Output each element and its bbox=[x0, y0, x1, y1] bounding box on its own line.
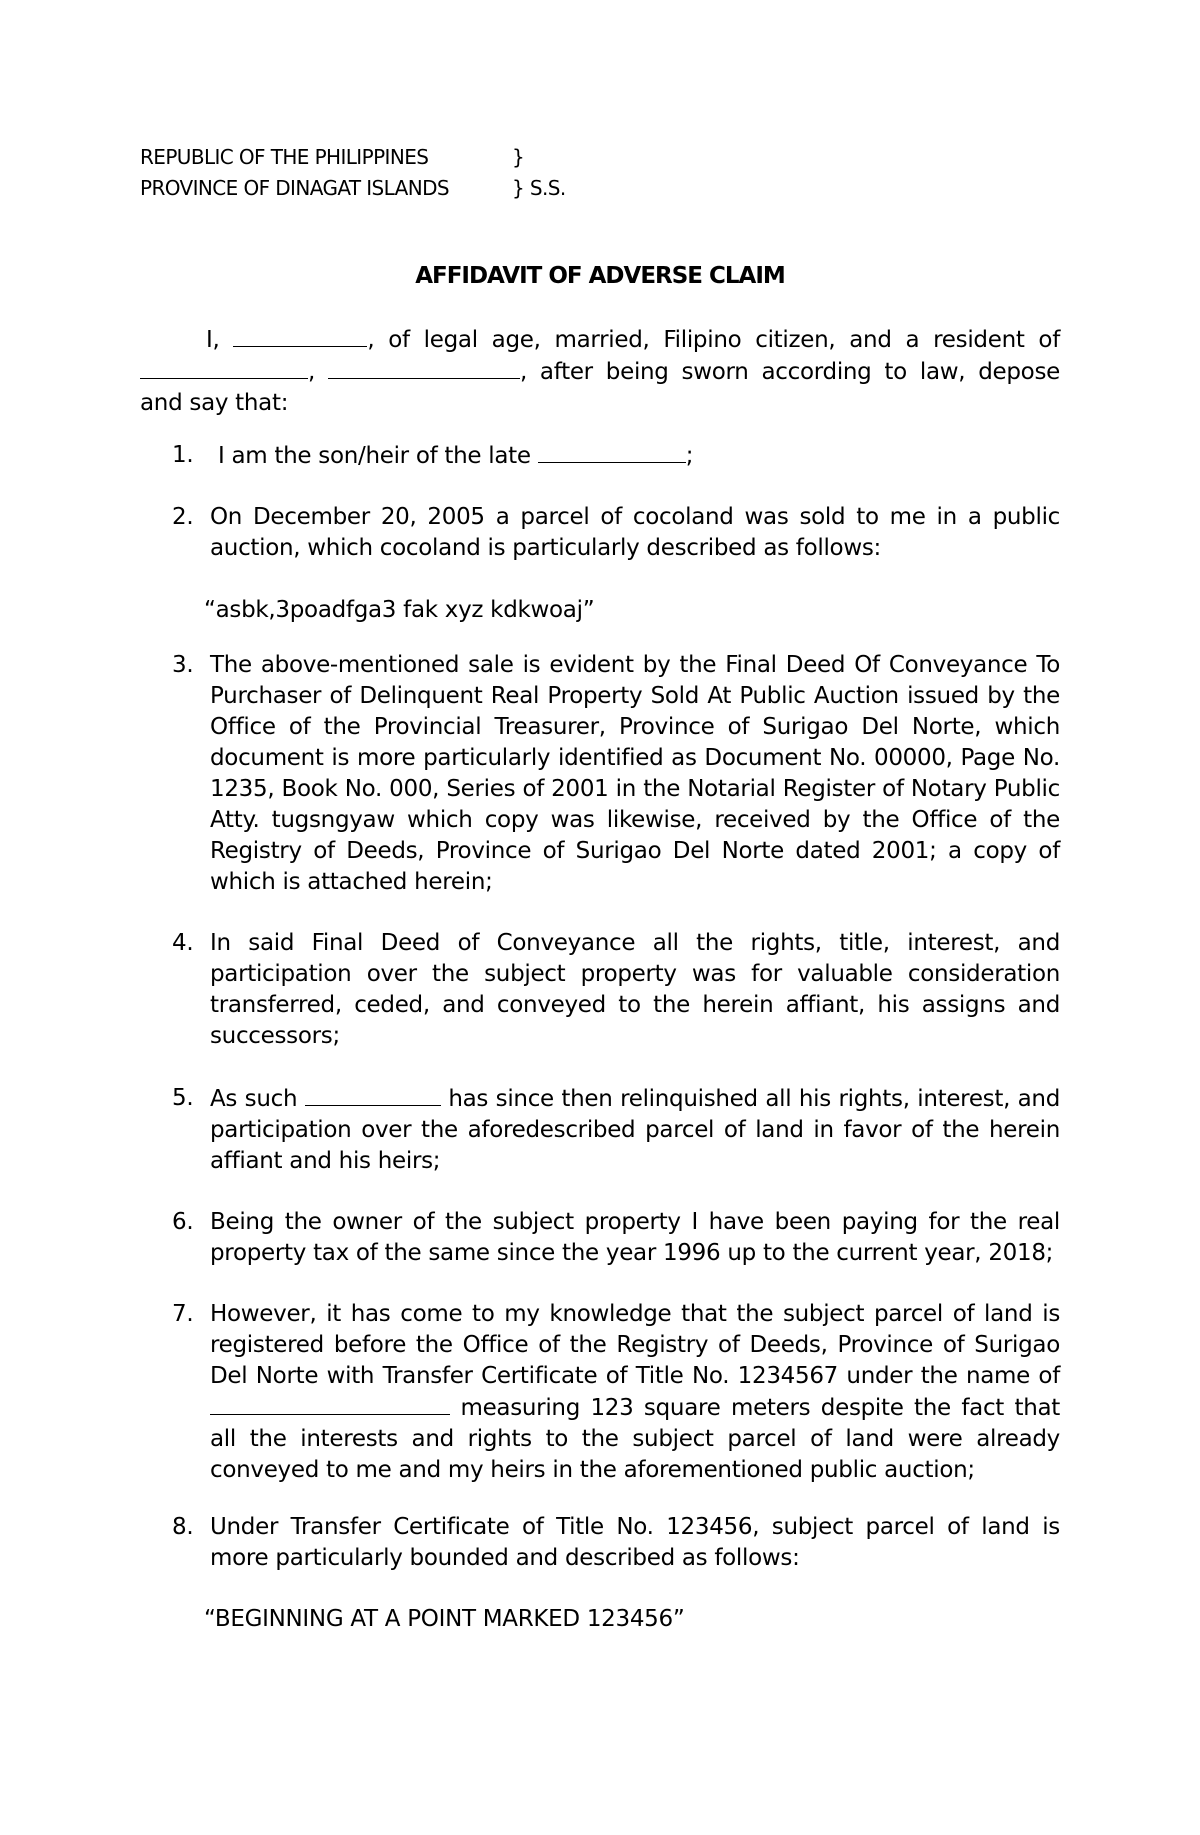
affiant-name-blank bbox=[233, 324, 367, 347]
item-1-post: ; bbox=[685, 443, 694, 469]
residence-blank-2 bbox=[328, 356, 520, 379]
venue-brace-1: } bbox=[512, 145, 525, 169]
item-5-post: has since then relinquished all his rights, interest, and participation over the aforedescribed parcel of land in favor of the herein affiant and his heirs; bbox=[210, 1086, 1060, 1174]
item-text bbox=[218, 440, 1068, 472]
intro-part-4: , after being sworn according to law, depose and say that: bbox=[140, 359, 1060, 416]
intro-part-2: , of legal age, married, Filipino citizen, and a resident of bbox=[367, 327, 1061, 353]
item-text bbox=[210, 1299, 1060, 1486]
venue-republic: REPUBLIC OF THE PHILIPPINES bbox=[140, 145, 429, 169]
previous-owner-blank bbox=[305, 1083, 441, 1106]
registered-owner-blank bbox=[210, 1392, 450, 1415]
item-number: 4. bbox=[172, 930, 194, 956]
item-number: 8. bbox=[172, 1514, 194, 1540]
item-text bbox=[210, 1083, 1060, 1177]
intro-paragraph bbox=[140, 324, 1060, 419]
venue-province: PROVINCE OF DINAGAT ISLANDS bbox=[140, 176, 449, 200]
intro-part-3: , bbox=[308, 359, 316, 385]
item-number: 7. bbox=[172, 1301, 194, 1327]
intro-part-1: I, bbox=[206, 327, 220, 353]
venue-line-1 bbox=[140, 142, 566, 173]
venue-brace-2: } S.S. bbox=[512, 176, 566, 200]
item-text: The above-mentioned sale is evident by the Final Deed Of Conveyance To Purchaser of Delinquent Real Property Sold At Public Auction issued by the Office of the Provincial Treasurer, Province of Surigao Del Norte, which document is more particularly identified as Document No. 00000, Page No. 1235, Book No. 000, Series of 2001 in the Notarial Register of Notary Public Atty. tugsngyaw which copy was likewise, received by the Office of the Registry of Deeds, Province of Surigao Del Norte dated 2001; a copy of which is attached herein; bbox=[210, 652, 1060, 895]
item-number: 5. bbox=[172, 1085, 194, 1111]
item-7-post: measuring 123 square meters despite the fact that all the interests and rights to the subject parcel of land were already conveyed to me and my heirs in the aforementioned public auction; bbox=[210, 1395, 1060, 1483]
document-title: AFFIDAVIT OF ADVERSE CLAIM bbox=[415, 263, 785, 289]
item-number: 6. bbox=[172, 1209, 194, 1235]
item-number: 2. bbox=[172, 504, 194, 530]
item-number: 3. bbox=[172, 652, 194, 678]
item-text: On December 20, 2005 a parcel of cocoland was sold to me in a public auction, which cocoland is particularly described as follows: bbox=[210, 504, 1060, 561]
item-7-pre: However, it has come to my knowledge that the subject parcel of land is registered before the Office of the Registry of Deeds, Province of Surigao Del Norte with Transfer Certificate of Title No. 1234567 under the name of bbox=[210, 1301, 1060, 1389]
deceased-name-blank bbox=[538, 440, 686, 463]
item-5-pre: As such bbox=[210, 1086, 298, 1112]
item-text: In said Final Deed of Conveyance all the rights, title, interest, and participation over the subject property was for valuable consideration transferred, ceded, and conveyed to the herein affiant, his assigns and successors; bbox=[210, 930, 1060, 1049]
item-text: Under Transfer Certificate of Title No. 123456, subject parcel of land is more particularly bounded and described as follows: bbox=[210, 1514, 1060, 1571]
item-text: Being the owner of the subject property I have been paying for the real property tax of the same since the year 1996 up to the current year, 2018; bbox=[210, 1209, 1060, 1266]
item-1-pre: I am the son/heir of the late bbox=[218, 443, 531, 469]
item-number: 1. bbox=[172, 442, 194, 468]
venue-line-2 bbox=[140, 173, 566, 204]
technical-description-quote: “BEGINNING AT A POINT MARKED 123456” bbox=[204, 1606, 685, 1632]
residence-blank-1 bbox=[140, 356, 308, 379]
venue-block bbox=[140, 142, 566, 204]
property-description-quote: “asbk,3poadfga3 fak xyz kdkwoaj” bbox=[204, 597, 595, 623]
